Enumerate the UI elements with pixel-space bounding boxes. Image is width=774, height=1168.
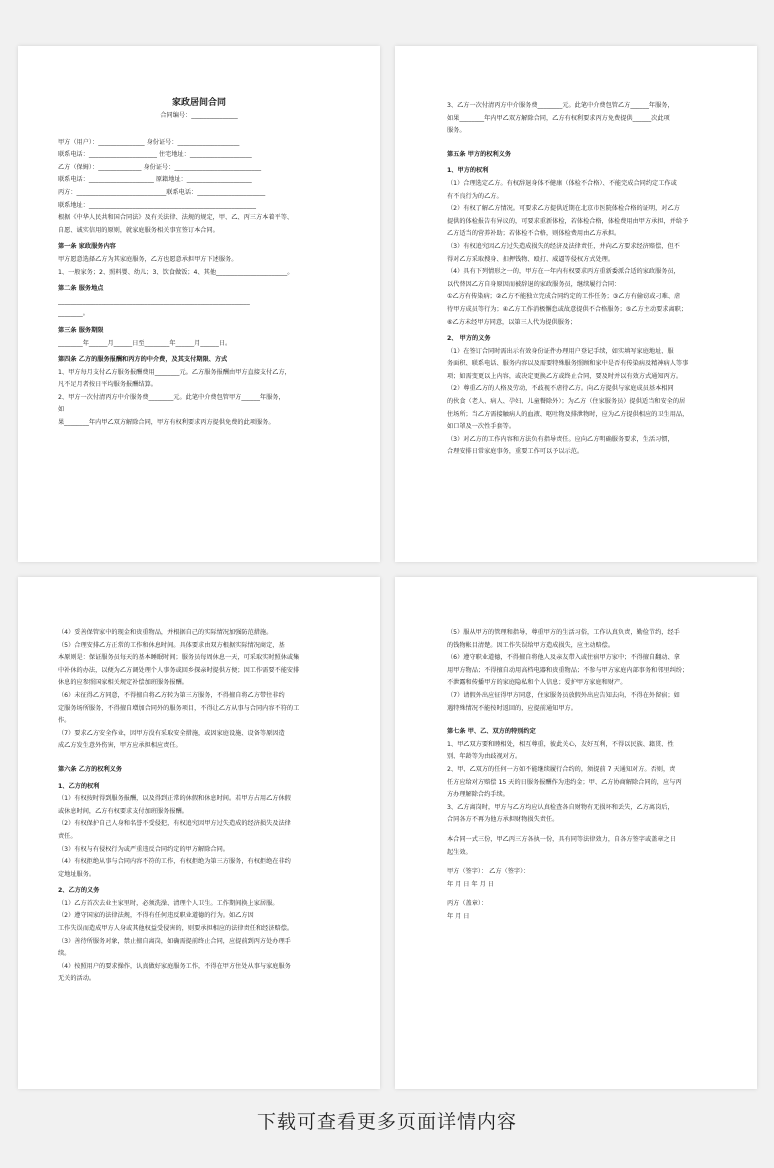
page-3-line: （4）按照用户的要求操作，认真做好家庭服务工作，不得在甲方住处从事与家庭服务 (58, 962, 291, 970)
page-4-line: 遇特殊情况不能按时返回的，应提前通知甲方。 (447, 704, 577, 712)
page-4-line: （5）服从甲方的管理和指导，尊重甲方的生活习俗，工作认真负责，勤俭节约，经手 (447, 629, 680, 636)
page-2-line: 服务。 (447, 127, 466, 135)
page-4-line: 3、乙方离岗时，甲方与乙方均应认真检查各自财物有无损坏和丢失，乙方离岗后， (447, 803, 674, 811)
page-1-line: 第三条 服务期限 (58, 326, 104, 334)
page-2-line: 项；如需变更以上内容，或决定更换乙方或终止合同，要及时并以有效方式通知丙方。 (447, 372, 683, 380)
page-4-line: 合同各方不再为他方承担财物损失责任。 (447, 816, 559, 824)
page-3-line (58, 753, 340, 760)
page-2-line: （3）对乙方的工作内容和方法负有指导责任。应向乙方明确服务要求，生活习惯， (447, 435, 674, 443)
page-1-line: 家政居间合同 (171, 98, 226, 108)
page-1-line: 自愿、诚实信用的原则，就家庭服务相关事宜签订本合同。 (58, 226, 219, 234)
page-3-line: 2、乙方的义务 (58, 887, 100, 895)
page-3-line: 第六条 乙方的权利义务 (58, 765, 123, 773)
page-3-line: 本原则是：保证服务员每天的基本睡眠时间；服务员每周休息一天，可采取实时照休或集 (58, 654, 300, 662)
page-2-line: （1）在签订合同时需出示有效身份证件办理用户登记手续，如实填写家庭地址、服 (447, 347, 674, 355)
page-4-line (447, 827, 723, 834)
page-4-line: 2、甲、乙双方的任何一方如不能继续履行合约的，须提前 7 天通知对方。否则，责 (447, 765, 676, 773)
page-4-line: 本合同一式三份，甲乙丙三方各执一份，具有同等法律效力，自各方签字或盖章之日 (447, 835, 676, 843)
page-3-line: 休息的应参照国家相关规定补偿加班服务报酬。 (58, 679, 188, 687)
page-2-line: 住场所；当乙方需接触病人的血液、呕吐物及排泄物时，应为乙方提供相应的卫生用品， (447, 410, 689, 418)
page-4-line: 1、甲乙双方要和睦相处，相互尊重，彼此关心，友好互利，不得以民族、籍贯、性 (447, 740, 674, 748)
page-4-line (447, 891, 723, 898)
page-1-line: 合同编号：_______________ (160, 112, 238, 119)
page-3-line: 作。 (58, 717, 71, 725)
page-1-line: 甲方（用户）：_______________ 身份证号：____________________ (58, 138, 240, 146)
page-2-line: （2）有权了解乙方情况。可要求乙方提供近期在北京市医院体检合格的证明，对乙方 (447, 205, 680, 213)
page-3-line: 定服务场所服务，不得擅自增加合同外的服务项目，不得让乙方从事与合同内容不符的工 (58, 704, 300, 712)
page-4-line: 丙方（盖章）： (447, 900, 488, 908)
page-3-line: （1）乙方首次去业主家里时，必须洗澡、清理个人卫生。工作期间换上家居服。 (58, 899, 279, 907)
page-4-text (447, 627, 723, 923)
contract-page-2 (395, 46, 757, 562)
page-2-text (447, 100, 723, 459)
page-2-line: 的伙食（老人、病人、孕妇、儿童餐除外）；为乙方（住家服务员）提供适当和安全的居 (447, 398, 686, 406)
page-2-line: （1）合理选定乙方。有权辞退身体不健康（体检不合格）、不能完成合同约定工作或 (447, 179, 677, 187)
page-1-line: 第一条 家政服务内容 (58, 243, 116, 251)
page-4-line: （6）遵守职业道德，不得擅自将他人及亲友带入或住宿甲方家中；不得擅自翻动、拿 (447, 654, 680, 662)
page-3-line: （3）有权与有侵权行为或严重违反合同约定的甲方解除合同。 (58, 845, 229, 853)
page-4-line: 用甲方物品；不得擅自动用高档电器和贵重物品；不参与甲方家庭内部事务和邻里纠纷； (447, 666, 689, 674)
page-3-line: 定地址服务。 (58, 870, 96, 878)
page-3-line: 责任。 (58, 832, 77, 840)
page-2-line: 以代替因乙方自身原因而被辞退的家政服务员，继续履行合同： (447, 280, 621, 288)
page-2-line (447, 138, 723, 145)
page-3-line: 1、乙方的权利 (58, 782, 100, 790)
page-3-line: 成乙方发生意外伤害，甲方应承担相应责任。 (58, 742, 182, 750)
page-3-line: （7）要求乙方安全作业，因甲方没有采取安全措施，或因家庭设施、设备等原因造 (58, 729, 285, 737)
page-3-line: （4）妥善保管家中的现金和贵重物品，并根据自己的实际情况加强防范措施。 (58, 629, 273, 636)
page-2-line: （4）具有下列情形之一的，甲方在一年内有权要求丙方重新委派合适的家政服务员， (447, 268, 680, 276)
page-4-line: 第七条 甲、乙、双方的特别约定 (447, 728, 536, 736)
page-4-line: 甲方（签字）： 乙方（签字）： (447, 868, 530, 876)
page-3-line: （6）未征得乙方同意，不得擅自将乙方转为第三方服务，不得擅自将乙方带往非约 (58, 691, 285, 699)
page-2-line: 如果________年内甲乙双方解除合同，乙方有权利要求丙方免费提供______次此项 (447, 114, 670, 122)
page-1-line: 乙方（保姆）：______________ 身份证号：____________________________ (58, 163, 262, 171)
page-1-line: ______________________________________________________________ (58, 297, 250, 305)
page-2-line: 第五条 甲方的权利义务 (447, 150, 512, 158)
page-3-line: 无关的活动。 (58, 975, 96, 983)
page-3-line: （3）善待所服务对象，禁止擅自离岗，如确需提前终止合同，应提前到丙方处办理手 (58, 937, 291, 945)
page-1-line: 根据《中华人民共和国合同法》及有关法律、法规的规定，甲、乙、丙三方本着平等、 (58, 214, 294, 222)
page-2-line: 合理安排日常家庭事务，重要工作可以予以示范。 (447, 448, 584, 456)
page-2-line: 有不良行为的乙方。 (447, 192, 503, 200)
page-4-line: 别、年龄等为由歧视对方。 (447, 753, 522, 761)
page-3-line: （1）有权按时得到服务报酬，以及得到正常的休假和休息时间。若甲方占用乙方休假 (58, 795, 291, 803)
page-1-line: 2、甲方一次付清丙方中介服务费________元。此笔中介费包管甲方______年服务， (58, 393, 285, 401)
page-1-line: 如 (58, 406, 65, 414)
page-4-line: （7）请假外出应征得甲方同意，住家服务员放假外出应告知去向，不得在外留宿；如 (447, 691, 680, 699)
page-2-line: 待甲方成员等行为；④乙方工作消极懈怠或故意提供不合格服务；⑤乙方主动要求离职； (447, 305, 688, 313)
page-2-line: 提供的体检报告有异议的，可要求重新体检，若体检合格，体检费用由甲方承担，并给予 (447, 217, 689, 225)
page-1-line: 1、甲方每月支付乙方服务报酬费用________元。乙方服务报酬由甲方直接支付乙方， (58, 368, 291, 376)
page-2-line: （2）尊重乙方的人格及劳动，不歧视不虐待乙方。向乙方提供与家庭成员基本相同 (447, 385, 674, 393)
page-2-line: （3）有权追究因乙方过失造成损失的经济及法律责任，并向乙方要求经济赔偿，但不 (447, 242, 680, 250)
page-3-line: 或休息时间，乙方有权要求支付加班服务报酬。 (58, 807, 188, 815)
page-4-line: 方办理解除合约手续。 (447, 791, 509, 799)
page-4-line: 不泄露和传播甲方的家庭隐私和个人信息；爱护甲方家庭和财产。 (447, 679, 627, 687)
page-2-line: 乙方适当的营养补助；若体检不合格，则体检费用由乙方承担。 (447, 230, 621, 238)
page-1-line: 联系电话：_____________________ 原籍地址：_____________________ (58, 176, 252, 184)
page-2-line: 2、 甲方的义务 (447, 335, 491, 343)
page-1-line: 联系电话：______________________ 住宅地址：____________________ (58, 151, 252, 159)
contract-page-4 (395, 577, 757, 1089)
page-3-line: （2）遵守国家的法律法规，不得有任何违反职业道德的行为。如乙方因 (58, 912, 254, 920)
page-1-line: 凡不足月者按日平均服务报酬结算。 (58, 381, 157, 389)
page-3-line: 续。 (58, 950, 71, 958)
page-4-line: 年 月 日 年 月 日 (447, 880, 494, 888)
page-1-line: 甲方愿意选择乙方为其家庭服务，乙方也愿意承担甲方下述服务。 (58, 255, 238, 263)
page-2-line: 如口罩及一次性手套等。 (447, 423, 516, 431)
page-1-line: ________。 (58, 310, 89, 318)
page-3-line: 工作失误而造成甲方人身或其他权益受侵害的，则要承担相应的法律责任和经济赔偿。 (58, 925, 294, 933)
page-4-line (447, 715, 723, 722)
page-1-line: 1、一般家务；2、照料婴、幼儿；3、饮食做饭；4、其他_______________________。 (58, 268, 294, 276)
page-3-line: （5）合理安排乙方正常的工作和休息时间。具体要求由双方根据实际情况商定，基 (58, 641, 285, 649)
page-3-line: （4）有权拒绝从事与合同内容不符的工作，有权拒绝为第三方服务，有权拒绝在非约 (58, 858, 291, 866)
page-4-line: 年 月 日 (447, 912, 470, 920)
page-1-line: 第二条 服务地点 (58, 285, 104, 293)
page-2-line: 得对乙方采取搜身、扣押钱物、殴打、威逼等侵权方式处理。 (447, 255, 615, 263)
contract-page-1 (18, 46, 380, 562)
page-2-line: 3、乙方一次付清丙方中介服务费________元。此笔中介费包管乙方______年服务， (447, 102, 674, 109)
page-1-text (58, 82, 340, 430)
contract-page-3 (18, 577, 380, 1089)
page-2-line: 1、甲方的权利 (447, 167, 489, 175)
page-3-line: （2）有权保护自己人身和名誉不受侵犯，有权追究因甲方过失造成的经济损失及法律 (58, 820, 291, 828)
page-1-line: 果________年内甲乙双方解除合同，甲方有权利要求丙方提供免费的此项服务。 (58, 419, 275, 427)
page-4-line: 的钱物帐目清楚。因工作失误给甲方造成损失，应主动赔偿。 (447, 641, 615, 649)
page-2-line: 务面积、联系电话、服务内容以及需要特殊服务照顾和家中是否有传染病及精神病人等事 (447, 360, 689, 368)
page-2-line: ①乙方有传染病；②乙方不能独立完成合同约定的工作任务；③乙方有偷窃或刁难、虐 (447, 293, 681, 301)
page-1-line: 联系地址：______________________________________________________ (58, 201, 256, 209)
page-2-line: ⑥乙方未经甲方同意，以第三人代为提供服务； (447, 318, 577, 326)
page-1-line: ________年______月______日至________年______月______日。 (58, 339, 232, 347)
download-prompt[interactable]: 下载可查看更多页面详情内容 (256, 1111, 517, 1133)
page-4-line: 任方应给对方赔偿 15 天的日服务报酬作为违约金；甲、乙方协商解除合同的，应与丙 (447, 778, 682, 786)
page-3-text (58, 627, 340, 986)
page-4-line: 起生效。 (447, 848, 472, 856)
page-3-line: 中补休的办法，以便为乙方调处理个人事务或回乡探亲时提供方便；因工作需要不能安排 (58, 666, 300, 674)
page-1-line: 第四条 乙方的服务报酬和丙方的中介费，及其支付期限、方式 (58, 356, 228, 364)
page-4-line (447, 859, 723, 866)
page-1-line: 丙方：_____________________________联系电话：______________________ (58, 188, 266, 196)
